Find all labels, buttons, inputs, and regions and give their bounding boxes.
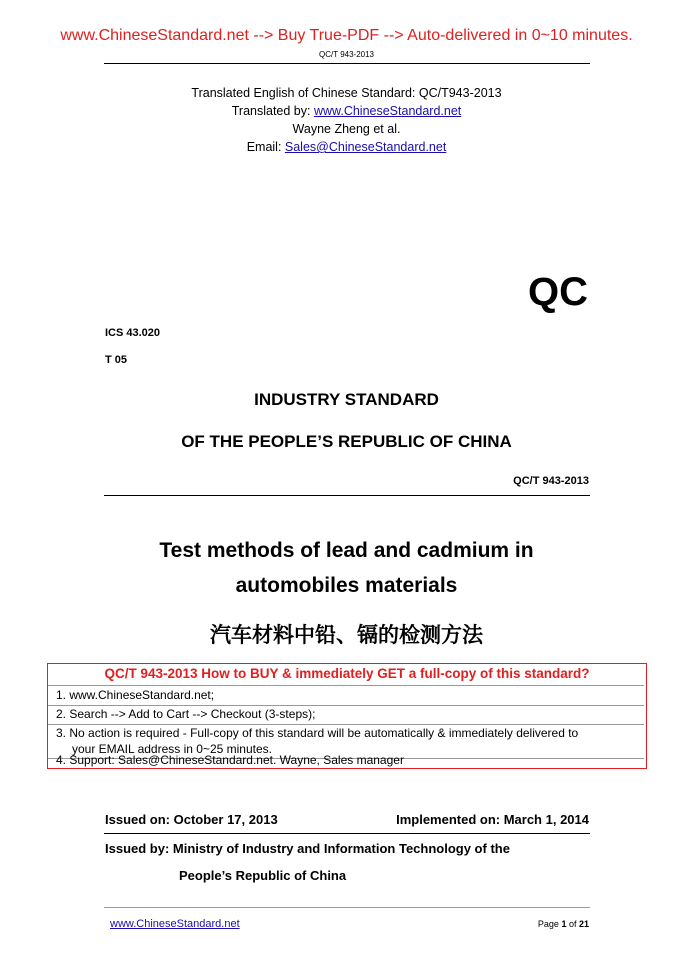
footer-link[interactable]: www.ChineseStandard.net	[110, 918, 240, 930]
chinese-title: 汽车材料中铅、镉的检测方法	[210, 623, 483, 647]
doc-title-line1: Test methods of lead and cadmium in	[159, 539, 534, 562]
qc-mark: QC	[528, 270, 588, 314]
buy-divider	[48, 685, 644, 686]
buy-heading: QC/T 943-2013 How to BUY & immediately GET a full-copy of this standard?	[104, 666, 590, 681]
classification-code: T 05	[105, 354, 128, 366]
standard-title-line2: OF THE PEOPLE’S REPUBLIC OF CHINA	[181, 432, 512, 451]
email-label: Email:	[246, 140, 285, 154]
issued-rule	[104, 833, 590, 834]
buy-divider	[48, 705, 644, 706]
top-banner[interactable]: www.ChineseStandard.net --> Buy True-PDF --> Auto-delivered in 0~10 minutes.	[60, 27, 633, 44]
translated-by-link[interactable]: www.ChineseStandard.net	[313, 104, 462, 118]
issued-by-line1: Issued by: Ministry of Industry and Information Technology of the	[105, 841, 510, 856]
title-rule	[104, 495, 590, 496]
page-number	[538, 919, 589, 929]
standard-title-line1: INDUSTRY STANDARD	[254, 390, 439, 409]
page-current: 1	[561, 919, 567, 929]
translated-by-label: Translated by:	[231, 104, 314, 118]
page-of: of	[566, 919, 579, 929]
buy-step-3-cont: your EMAIL address in 0~25 minutes.	[72, 742, 272, 756]
buy-box	[47, 663, 647, 769]
issued-by-line2: People’s Republic of China	[179, 868, 347, 883]
header-code: QC/T 943-2013	[319, 50, 374, 59]
buy-divider	[48, 724, 644, 725]
standard-code: QC/T 943-2013	[513, 475, 589, 487]
buy-step-3: 3. No action is required - Full-copy of this standard will be automatically & immediately delivered to	[56, 726, 579, 740]
issued-on: Issued on: October 17, 2013	[105, 812, 278, 827]
email-link[interactable]: Sales@ChineseStandard.net	[284, 140, 447, 154]
header-rule	[104, 63, 590, 64]
ics-code: ICS 43.020	[105, 327, 161, 339]
implemented-on: Implemented on: March 1, 2014	[396, 812, 589, 827]
page-total: 21	[578, 919, 589, 929]
email-line	[0, 140, 693, 154]
buy-step-1[interactable]: 1. www.ChineseStandard.net;	[56, 688, 215, 702]
buy-step-4[interactable]: 4. Support: Sales@ChineseStandard.net. Wayne, Sales manager	[56, 753, 404, 767]
translated-by	[0, 104, 693, 118]
buy-step-2: 2. Search --> Add to Cart --> Checkout (3-steps);	[56, 707, 316, 721]
translator: Wayne Zheng et al.	[292, 122, 401, 136]
footer-rule	[104, 907, 590, 908]
page-prefix: Page	[537, 919, 562, 929]
doc-title-line2: automobiles materials	[235, 574, 458, 597]
translation-line: Translated English of Chinese Standard: QC/T943-2013	[191, 86, 502, 100]
